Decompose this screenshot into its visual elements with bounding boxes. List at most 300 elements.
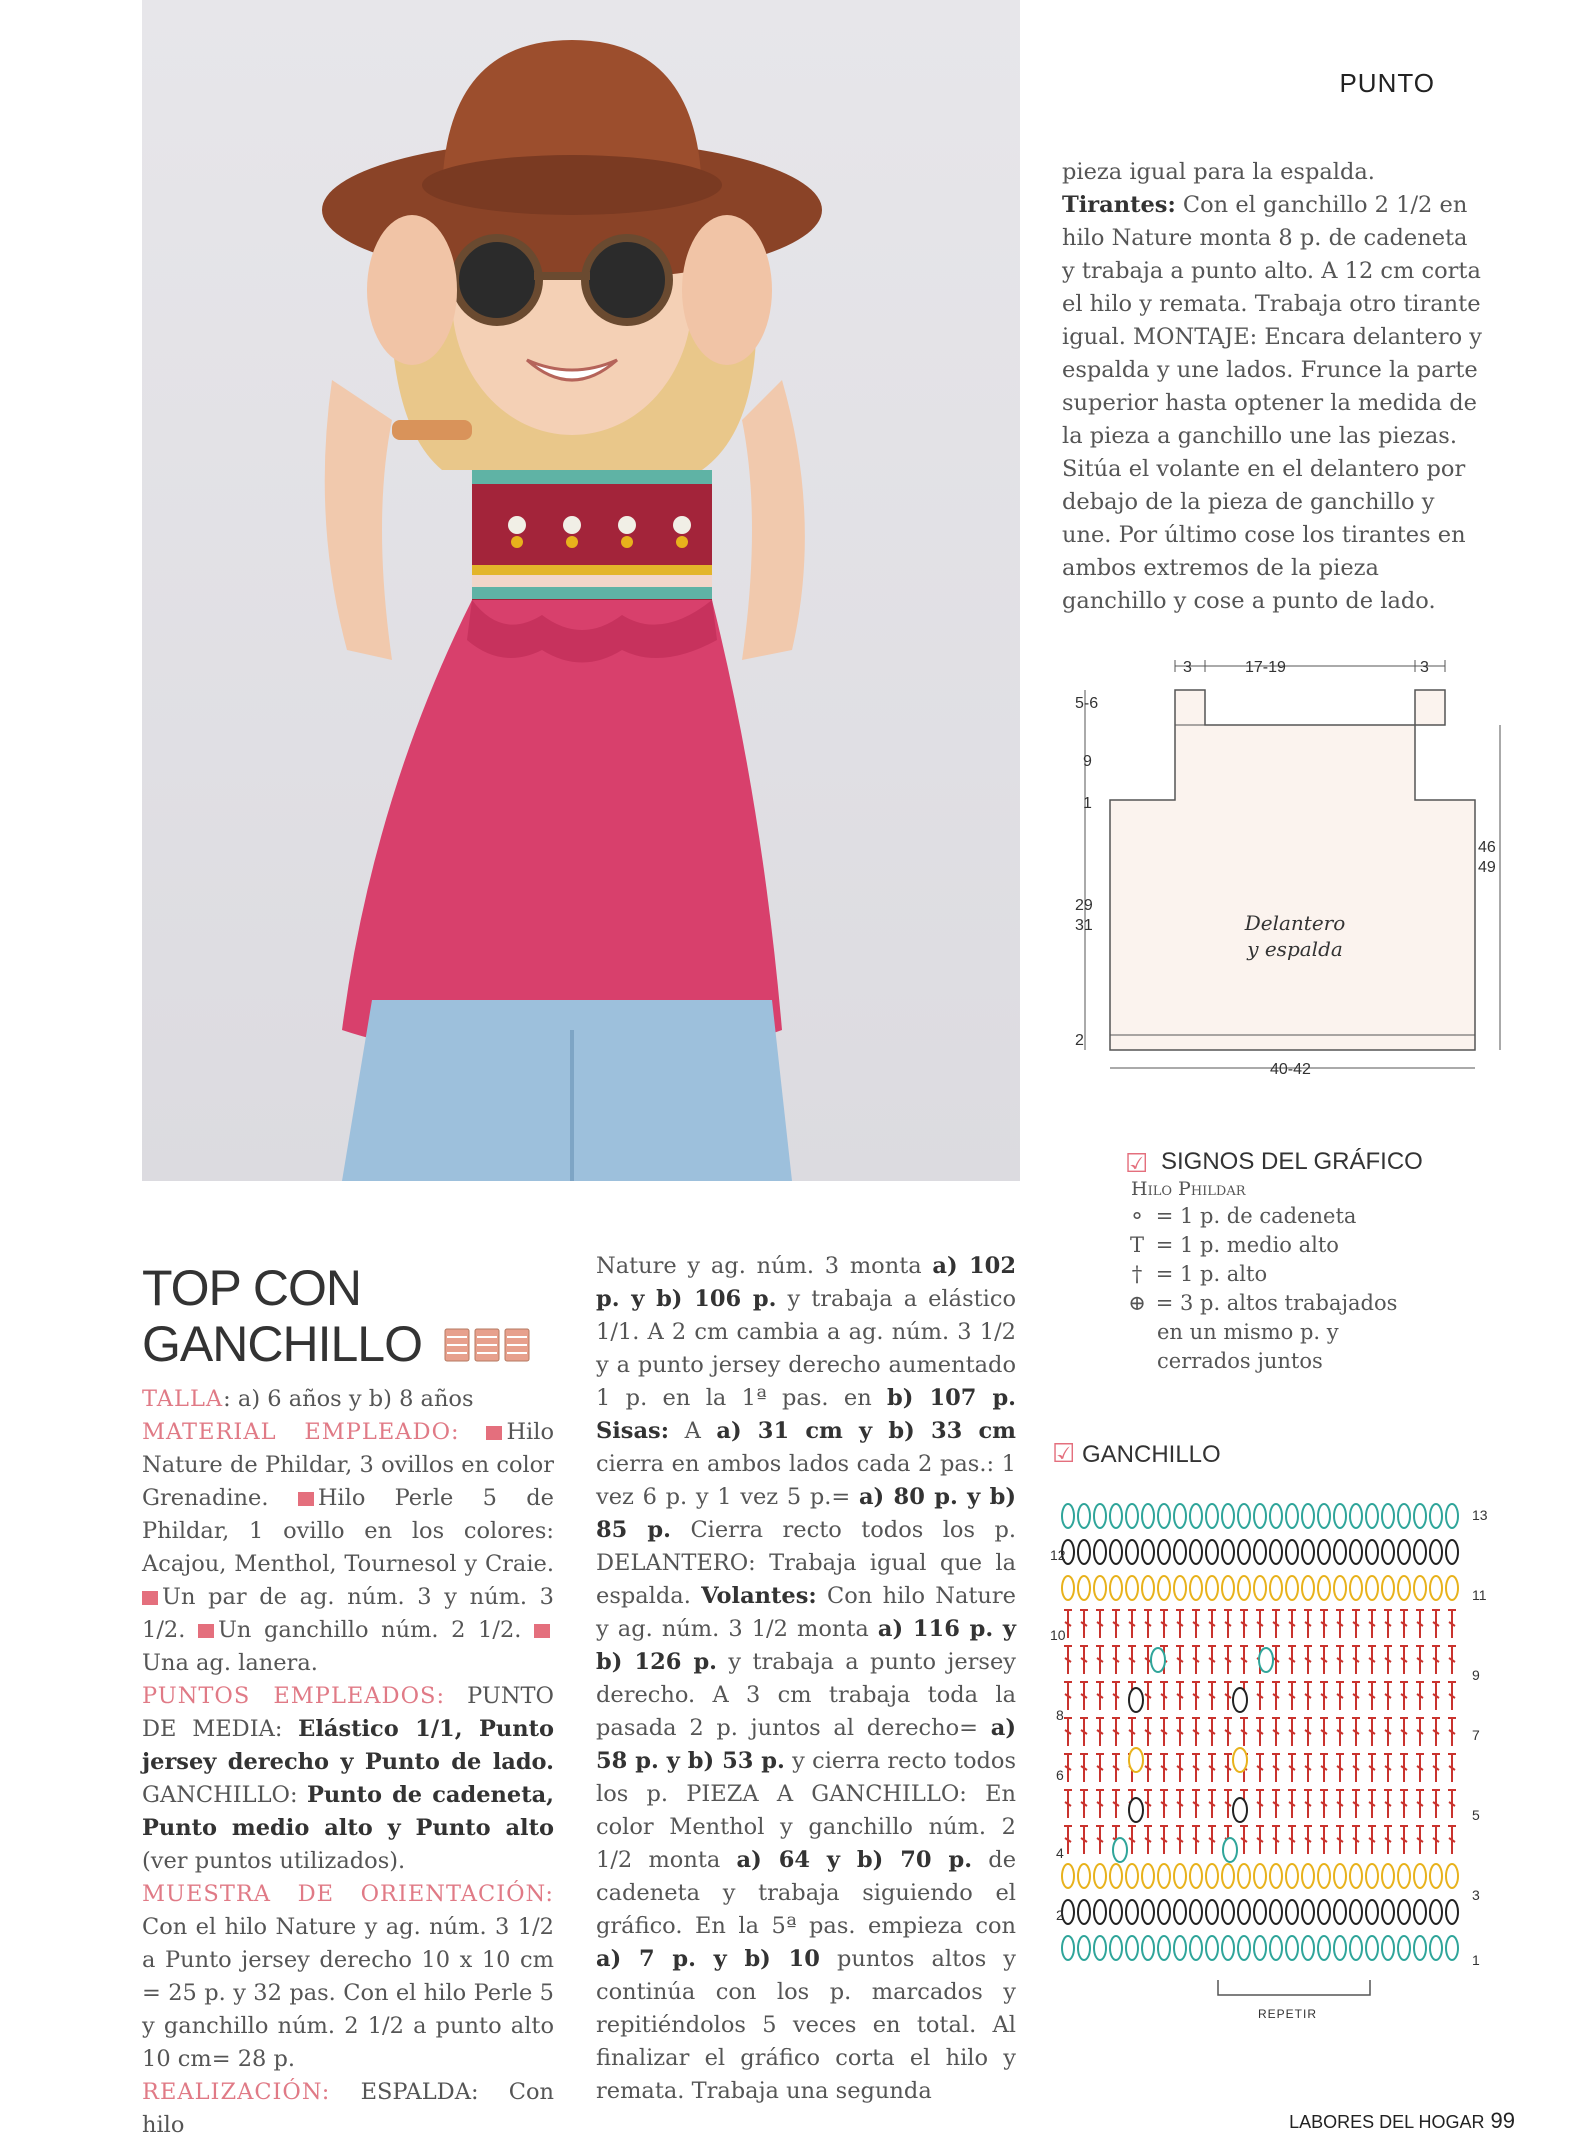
double-crochet-stitch xyxy=(1400,1682,1408,1710)
double-crochet-stitch xyxy=(1112,1610,1120,1638)
double-crochet-stitch xyxy=(1432,1826,1440,1854)
motif-cluster xyxy=(1223,1838,1237,1862)
schematic-shape xyxy=(1110,690,1475,1050)
cluster-stitch xyxy=(1238,1900,1250,1924)
double-crochet-stitch xyxy=(1304,1682,1312,1710)
double-crochet-stitch xyxy=(1448,1682,1456,1710)
legend-subtitle: Hilo Phildar xyxy=(1131,1178,1246,1200)
legend-item-cluster-2: en un mismo p. y xyxy=(1157,1320,1339,1344)
double-crochet-stitch xyxy=(1432,1754,1440,1782)
material-text-4: Un ganchillo núm. 2 1/2. xyxy=(217,1617,522,1643)
schematic-label-delantero: Delantero xyxy=(1244,911,1346,935)
double-crochet-stitch xyxy=(1064,1646,1072,1674)
cluster-stitch xyxy=(1078,1504,1090,1528)
cluster-stitch xyxy=(1238,1504,1250,1528)
double-crochet-stitch xyxy=(1160,1682,1168,1710)
double-crochet-stitch xyxy=(1384,1826,1392,1854)
double-crochet-stitch xyxy=(1064,1718,1072,1746)
dim-right-46: 46 xyxy=(1478,839,1496,856)
cluster-stitch xyxy=(1382,1936,1394,1960)
talla-label: TALLA xyxy=(142,1386,224,1412)
cluster-stitch xyxy=(1334,1864,1346,1888)
double-crochet-stitch xyxy=(1352,1826,1360,1854)
cluster-stitch xyxy=(1238,1864,1250,1888)
material-text-3: Un par de ag. núm. 3 y núm. 3 1/2. xyxy=(142,1584,554,1643)
cluster-stitch xyxy=(1094,1540,1106,1564)
cluster-stitch xyxy=(1174,1540,1186,1564)
double-crochet-stitch xyxy=(1192,1646,1200,1674)
mid-t8: a) 80 p. y b) 85 p. xyxy=(596,1484,1017,1543)
cluster-stitch xyxy=(1318,1504,1330,1528)
motif-cluster xyxy=(1151,1648,1165,1672)
left-column-text xyxy=(142,1383,554,2142)
mid-t10: Con hilo Nature y ag. núm. 3 1/2 monta xyxy=(596,1583,1016,1642)
double-crochet-stitch xyxy=(1064,1790,1072,1818)
cluster-stitch xyxy=(1158,1576,1170,1600)
cluster-stitch xyxy=(1190,1900,1202,1924)
mid-t7: cierra en ambos lados cada 2 pas.: 1 vez 6 p. y 1 vez 5 p.= xyxy=(596,1451,1016,1510)
double-crochet-stitch xyxy=(1208,1610,1216,1638)
double-crochet-stitch xyxy=(1144,1790,1152,1818)
bullet-square-icon xyxy=(142,1591,158,1605)
cluster-stitch xyxy=(1318,1576,1330,1600)
double-crochet-stitch xyxy=(1336,1718,1344,1746)
double-crochet-stitch xyxy=(1192,1718,1200,1746)
cluster-stitch xyxy=(1206,1576,1218,1600)
row-label-6: 6 xyxy=(1056,1767,1064,1783)
dim-top-center: 17-19 xyxy=(1245,659,1286,676)
cluster-stitch xyxy=(1398,1504,1410,1528)
cluster-stitch xyxy=(1174,1900,1186,1924)
cluster-stitch xyxy=(1286,1900,1298,1924)
cluster-stitch xyxy=(1366,1864,1378,1888)
cluster-stitch xyxy=(1190,1540,1202,1564)
mid-t9: Cierra recto todos los p. DELANTERO: Trabaja igual que la espalda. xyxy=(596,1517,1017,1609)
material-text-2: Hilo Perle 5 de Phildar, 1 ovillo en los colores: Acajou, Menthol, Tournesol y Craie. xyxy=(142,1485,554,1577)
muestra-text: Con el hilo Nature y ag. núm. 3 1/2 a Punto jersey derecho 10 x 10 cm = 25 p. y 32 pas. Con el hilo Perle 5 y ganchillo núm. 2 1/2 a punto alto 10 cm= 28 p. xyxy=(142,1914,554,2072)
double-crochet-stitch xyxy=(1176,1682,1184,1710)
cluster-stitch xyxy=(1366,1504,1378,1528)
cluster-stitch xyxy=(1318,1540,1330,1564)
model-photo xyxy=(142,0,1020,1181)
double-crochet-stitch xyxy=(1272,1610,1280,1638)
cluster-stitch xyxy=(1302,1504,1314,1528)
cluster-stitch xyxy=(1126,1540,1138,1564)
dim-left-29: 29 xyxy=(1075,897,1093,914)
row-label-9: 9 xyxy=(1472,1667,1480,1683)
motif-cluster xyxy=(1129,1688,1143,1712)
mid-volantes: Volantes: xyxy=(701,1583,817,1609)
mid-t6: a) 31 cm y b) 33 cm xyxy=(716,1418,1016,1444)
cluster-stitch xyxy=(1414,1540,1426,1564)
dim-top-left: 3 xyxy=(1183,659,1192,676)
double-crochet-stitch xyxy=(1080,1754,1088,1782)
cluster-stitch xyxy=(1254,1936,1266,1960)
double-crochet-stitch xyxy=(1400,1790,1408,1818)
double-crochet-stitch xyxy=(1144,1826,1152,1854)
cluster-stitch xyxy=(1158,1900,1170,1924)
double-crochet-stitch xyxy=(1400,1610,1408,1638)
row-label-10: 10 xyxy=(1050,1627,1066,1643)
motif-cluster xyxy=(1129,1748,1143,1772)
cluster-stitch xyxy=(1446,1864,1458,1888)
legend-item-cluster-3: cerrados juntos xyxy=(1157,1349,1323,1373)
cluster-stitch xyxy=(1350,1576,1362,1600)
bullet-square-icon xyxy=(534,1624,550,1638)
double-crochet-stitch xyxy=(1320,1754,1328,1782)
cluster-stitch xyxy=(1174,1504,1186,1528)
double-crochet-stitch xyxy=(1160,1826,1168,1854)
dim-left-9: 9 xyxy=(1083,753,1092,770)
cluster-stitch xyxy=(1254,1504,1266,1528)
double-crochet-stitch xyxy=(1112,1682,1120,1710)
double-crochet-stitch xyxy=(1176,1610,1184,1638)
double-crochet-stitch xyxy=(1384,1682,1392,1710)
double-crochet-stitch xyxy=(1128,1610,1136,1638)
double-crochet-stitch xyxy=(1288,1790,1296,1818)
dim-left-2: 2 xyxy=(1075,1032,1084,1049)
double-crochet-stitch xyxy=(1352,1646,1360,1674)
cluster-stitch xyxy=(1366,1540,1378,1564)
double-crochet-stitch xyxy=(1160,1754,1168,1782)
double-crochet-stitch xyxy=(1112,1646,1120,1674)
talla-text: : a) 6 años y b) 8 años xyxy=(223,1386,474,1412)
row-label-12: 12 xyxy=(1050,1547,1066,1563)
double-crochet-stitch xyxy=(1240,1646,1248,1674)
cluster-stitch xyxy=(1350,1936,1362,1960)
double-crochet-stitch xyxy=(1336,1754,1344,1782)
cluster-stitch xyxy=(1302,1576,1314,1600)
cluster-stitch xyxy=(1142,1576,1154,1600)
legend-title xyxy=(1125,1148,1465,1178)
cluster-stitch xyxy=(1366,1936,1378,1960)
bullet-square-icon xyxy=(486,1426,502,1440)
cluster-stitch xyxy=(1174,1864,1186,1888)
cluster-stitch xyxy=(1110,1936,1122,1960)
cluster-stitch xyxy=(1302,1864,1314,1888)
double-crochet-stitch xyxy=(1448,1610,1456,1638)
double-crochet-stitch xyxy=(1352,1682,1360,1710)
cluster-stitch xyxy=(1062,1864,1074,1888)
double-crochet-stitch xyxy=(1368,1718,1376,1746)
cluster-stitch xyxy=(1190,1504,1202,1528)
double-crochet-stitch xyxy=(1256,1718,1264,1746)
dim-top-right: 3 xyxy=(1420,659,1429,676)
cluster-stitch xyxy=(1270,1936,1282,1960)
double-crochet-stitch xyxy=(1208,1826,1216,1854)
double-crochet-stitch xyxy=(1096,1826,1104,1854)
double-crochet-stitch xyxy=(1448,1826,1456,1854)
double-crochet-stitch xyxy=(1400,1718,1408,1746)
cluster-stitch xyxy=(1382,1900,1394,1924)
double-crochet-stitch xyxy=(1224,1754,1232,1782)
double-crochet-stitch xyxy=(1256,1754,1264,1782)
article-title xyxy=(142,1260,533,1376)
chart-rows xyxy=(1062,1504,1458,1960)
dim-left-31: 31 xyxy=(1075,917,1093,934)
crochet-chart xyxy=(1040,1490,1500,2035)
cluster-stitch xyxy=(1222,1504,1234,1528)
cluster-stitch xyxy=(1062,1936,1074,1960)
photo-illustration xyxy=(142,0,1020,1181)
double-crochet-stitch xyxy=(1224,1790,1232,1818)
double-crochet-stitch xyxy=(1368,1682,1376,1710)
cluster-stitch xyxy=(1430,1864,1442,1888)
mid-t1: Nature y ag. núm. 3 monta xyxy=(596,1253,922,1279)
double-crochet-stitch xyxy=(1288,1718,1296,1746)
double-crochet-stitch xyxy=(1288,1646,1296,1674)
cluster-stitch xyxy=(1430,1900,1442,1924)
puntos-text-3: (ver puntos utilizados). xyxy=(142,1848,406,1874)
double-crochet-stitch xyxy=(1256,1682,1264,1710)
double-crochet-stitch xyxy=(1432,1718,1440,1746)
double-crochet-stitch xyxy=(1064,1754,1072,1782)
double-crochet-stitch xyxy=(1208,1790,1216,1818)
double-crochet-stitch xyxy=(1384,1610,1392,1638)
cluster-stitch xyxy=(1094,1576,1106,1600)
cluster-stitch xyxy=(1270,1504,1282,1528)
double-crochet-stitch xyxy=(1416,1718,1424,1746)
mid-t18: a) 7 p. y b) 10 xyxy=(596,1946,820,1972)
puntos-bold-1: Elástico 1/1, Punto jersey derecho y Punto de lado. xyxy=(142,1716,554,1775)
cluster-stitch xyxy=(1110,1504,1122,1528)
cluster-stitch xyxy=(1078,1540,1090,1564)
text-montaje-label: MONTAJE: xyxy=(1133,324,1258,350)
cluster-stitch xyxy=(1222,1576,1234,1600)
cluster-stitch xyxy=(1190,1864,1202,1888)
double-crochet-stitch xyxy=(1352,1754,1360,1782)
double-crochet-stitch xyxy=(1432,1610,1440,1638)
realizacion-label: REALIZACIÓN: xyxy=(142,2079,331,2105)
double-crochet-stitch xyxy=(1272,1754,1280,1782)
cluster-stitch xyxy=(1142,1504,1154,1528)
cluster-stitch xyxy=(1382,1864,1394,1888)
double-crochet-icon: † xyxy=(1131,1262,1143,1286)
double-crochet-stitch xyxy=(1272,1718,1280,1746)
magazine-name: LABORES DEL HOGAR xyxy=(1289,2112,1485,2132)
mid-t13: a) 58 p. y b) 53 p. xyxy=(596,1715,1016,1774)
double-crochet-stitch xyxy=(1080,1682,1088,1710)
middle-column-text xyxy=(596,1250,1016,2108)
page-number: 99 xyxy=(1490,2108,1515,2133)
cluster-stitch xyxy=(1350,1540,1362,1564)
dim-right-49: 49 xyxy=(1478,859,1496,876)
cluster-stitch xyxy=(1126,1900,1138,1924)
cluster-stitch xyxy=(1222,1540,1234,1564)
cluster-stitch xyxy=(1446,1504,1458,1528)
double-crochet-stitch xyxy=(1448,1790,1456,1818)
double-crochet-stitch xyxy=(1112,1718,1120,1746)
cluster-stitch xyxy=(1414,1936,1426,1960)
text-tirantes-label: Tirantes: xyxy=(1062,192,1176,218)
row-label-2: 2 xyxy=(1056,1907,1064,1923)
double-crochet-stitch xyxy=(1336,1682,1344,1710)
cluster-stitch xyxy=(1286,1540,1298,1564)
cluster-stitch xyxy=(1334,1900,1346,1924)
double-crochet-stitch xyxy=(1384,1754,1392,1782)
garment-schematic xyxy=(1055,640,1505,1080)
double-crochet-stitch xyxy=(1400,1646,1408,1674)
cluster-stitch xyxy=(1318,1936,1330,1960)
double-crochet-stitch xyxy=(1448,1754,1456,1782)
cluster-stitch xyxy=(1318,1864,1330,1888)
cluster-stitch xyxy=(1382,1504,1394,1528)
mid-sisas: Sisas: xyxy=(596,1418,670,1444)
double-crochet-stitch xyxy=(1304,1718,1312,1746)
legend-item-cadeneta: = 1 p. de cadeneta xyxy=(1155,1204,1357,1228)
cluster-stitch xyxy=(1238,1936,1250,1960)
double-crochet-stitch xyxy=(1112,1754,1120,1782)
cluster-stitch xyxy=(1254,1864,1266,1888)
double-crochet-stitch xyxy=(1272,1826,1280,1854)
cluster-stitch xyxy=(1286,1864,1298,1888)
legend-item-cluster-1: = 3 p. altos trabajados xyxy=(1155,1291,1398,1315)
double-crochet-stitch xyxy=(1416,1646,1424,1674)
puntos-bold-2: Punto de cadeneta, Punto medio alto y Punto alto xyxy=(142,1782,554,1841)
row-label-13: 13 xyxy=(1472,1507,1488,1523)
double-crochet-stitch xyxy=(1192,1610,1200,1638)
double-crochet-stitch xyxy=(1336,1646,1344,1674)
cluster-stitch xyxy=(1222,1864,1234,1888)
cluster-stitch xyxy=(1078,1900,1090,1924)
material-text-1: Hilo Nature de Phildar, 3 ovillos en color Grenadine. xyxy=(142,1419,554,1511)
schematic-label-espalda: y espalda xyxy=(1247,937,1343,961)
cluster-stitch xyxy=(1446,1936,1458,1960)
cluster-stitch xyxy=(1446,1540,1458,1564)
double-crochet-stitch xyxy=(1144,1754,1152,1782)
title-line-2: GANCHILLO xyxy=(142,1316,422,1372)
cluster-stitch xyxy=(1302,1936,1314,1960)
cluster-stitch xyxy=(1446,1576,1458,1600)
double-crochet-stitch xyxy=(1384,1718,1392,1746)
double-crochet-stitch xyxy=(1336,1610,1344,1638)
double-crochet-stitch xyxy=(1176,1754,1184,1782)
chart-legend xyxy=(1125,1148,1465,1376)
motif-cluster xyxy=(1113,1838,1127,1862)
half-double-icon: T xyxy=(1129,1233,1144,1257)
double-crochet-stitch xyxy=(1096,1790,1104,1818)
chain-stitch-icon: ⚬ xyxy=(1128,1204,1146,1228)
double-crochet-stitch xyxy=(1304,1610,1312,1638)
puntos-label: PUNTOS EMPLEADOS: xyxy=(142,1683,446,1709)
double-crochet-stitch xyxy=(1192,1790,1200,1818)
double-crochet-stitch xyxy=(1304,1754,1312,1782)
check-icon: ☑ xyxy=(1125,1148,1149,1178)
double-crochet-stitch xyxy=(1240,1826,1248,1854)
cluster-icon: ⊕ xyxy=(1128,1291,1146,1315)
double-crochet-stitch xyxy=(1368,1826,1376,1854)
double-crochet-stitch xyxy=(1080,1610,1088,1638)
double-crochet-stitch xyxy=(1096,1754,1104,1782)
double-crochet-stitch xyxy=(1080,1718,1088,1746)
double-crochet-stitch xyxy=(1176,1790,1184,1818)
title-line-2-wrap xyxy=(142,1316,533,1376)
cluster-stitch xyxy=(1414,1576,1426,1600)
double-crochet-stitch xyxy=(1320,1610,1328,1638)
cluster-stitch xyxy=(1158,1540,1170,1564)
row-label-8: 8 xyxy=(1056,1707,1064,1723)
double-crochet-stitch xyxy=(1160,1610,1168,1638)
text-pieza-igual: pieza igual para la espalda. xyxy=(1062,159,1375,185)
row-label-5: 5 xyxy=(1472,1807,1480,1823)
double-crochet-stitch xyxy=(1304,1646,1312,1674)
cluster-stitch xyxy=(1270,1900,1282,1924)
row-label-7: 7 xyxy=(1472,1727,1480,1743)
double-crochet-stitch xyxy=(1320,1790,1328,1818)
double-crochet-stitch xyxy=(1176,1718,1184,1746)
section-label: PUNTO xyxy=(1339,68,1435,98)
double-crochet-stitch xyxy=(1160,1718,1168,1746)
double-crochet-stitch xyxy=(1224,1646,1232,1674)
double-crochet-stitch xyxy=(1384,1790,1392,1818)
double-crochet-stitch xyxy=(1288,1754,1296,1782)
repeat-label: REPETIR xyxy=(1258,2007,1318,2021)
cluster-stitch xyxy=(1158,1504,1170,1528)
cluster-stitch xyxy=(1318,1900,1330,1924)
double-crochet-stitch xyxy=(1368,1646,1376,1674)
cluster-stitch xyxy=(1414,1504,1426,1528)
double-crochet-stitch xyxy=(1288,1826,1296,1854)
legend-title-text: SIGNOS DEL GRÁFICO xyxy=(1161,1148,1423,1175)
cluster-stitch xyxy=(1206,1936,1218,1960)
double-crochet-stitch xyxy=(1272,1790,1280,1818)
cluster-stitch xyxy=(1142,1540,1154,1564)
cluster-stitch xyxy=(1302,1540,1314,1564)
mid-t11: a) 116 p. y b) 126 p. xyxy=(596,1616,1016,1675)
double-crochet-stitch xyxy=(1192,1754,1200,1782)
double-crochet-stitch xyxy=(1352,1790,1360,1818)
mid-t19: puntos altos y continúa con los p. marcados y repitiéndolos 5 veces en total. Al finalizar el gráfico corta el hilo y remata. Trabaja una segunda xyxy=(596,1946,1017,2104)
double-crochet-stitch xyxy=(1096,1718,1104,1746)
double-crochet-stitch xyxy=(1432,1682,1440,1710)
cluster-stitch xyxy=(1206,1504,1218,1528)
cluster-stitch xyxy=(1286,1936,1298,1960)
cluster-stitch xyxy=(1270,1864,1282,1888)
double-crochet-stitch xyxy=(1320,1826,1328,1854)
cluster-stitch xyxy=(1078,1576,1090,1600)
cluster-stitch xyxy=(1206,1540,1218,1564)
cluster-stitch xyxy=(1414,1864,1426,1888)
cluster-stitch xyxy=(1142,1900,1154,1924)
mid-t16: a) 64 y b) 70 p. xyxy=(736,1847,973,1873)
dim-left-1: 1 xyxy=(1083,795,1092,812)
double-crochet-stitch xyxy=(1192,1682,1200,1710)
double-crochet-stitch xyxy=(1416,1826,1424,1854)
cluster-stitch xyxy=(1398,1540,1410,1564)
double-crochet-stitch xyxy=(1272,1682,1280,1710)
double-crochet-stitch xyxy=(1384,1646,1392,1674)
cluster-stitch xyxy=(1094,1900,1106,1924)
double-crochet-stitch xyxy=(1416,1610,1424,1638)
cluster-stitch xyxy=(1190,1936,1202,1960)
cluster-stitch xyxy=(1078,1936,1090,1960)
cluster-stitch xyxy=(1430,1540,1442,1564)
double-crochet-stitch xyxy=(1400,1826,1408,1854)
double-crochet-stitch xyxy=(1368,1790,1376,1818)
cluster-stitch xyxy=(1398,1864,1410,1888)
double-crochet-stitch xyxy=(1288,1682,1296,1710)
motif-cluster xyxy=(1233,1748,1247,1772)
mid-t3: y trabaja a elástico 1/1. A 2 cm cambia a ag. núm. 3 1/2 y a punto jersey derecho aumentado 1 p. en la 1ª pas. en xyxy=(596,1286,1017,1411)
crochet-chart-title xyxy=(1052,1438,1221,1469)
cluster-stitch xyxy=(1174,1936,1186,1960)
cluster-stitch xyxy=(1382,1576,1394,1600)
cluster-stitch xyxy=(1398,1576,1410,1600)
double-crochet-stitch xyxy=(1224,1682,1232,1710)
double-crochet-stitch xyxy=(1368,1610,1376,1638)
double-crochet-stitch xyxy=(1336,1826,1344,1854)
cluster-stitch xyxy=(1238,1540,1250,1564)
